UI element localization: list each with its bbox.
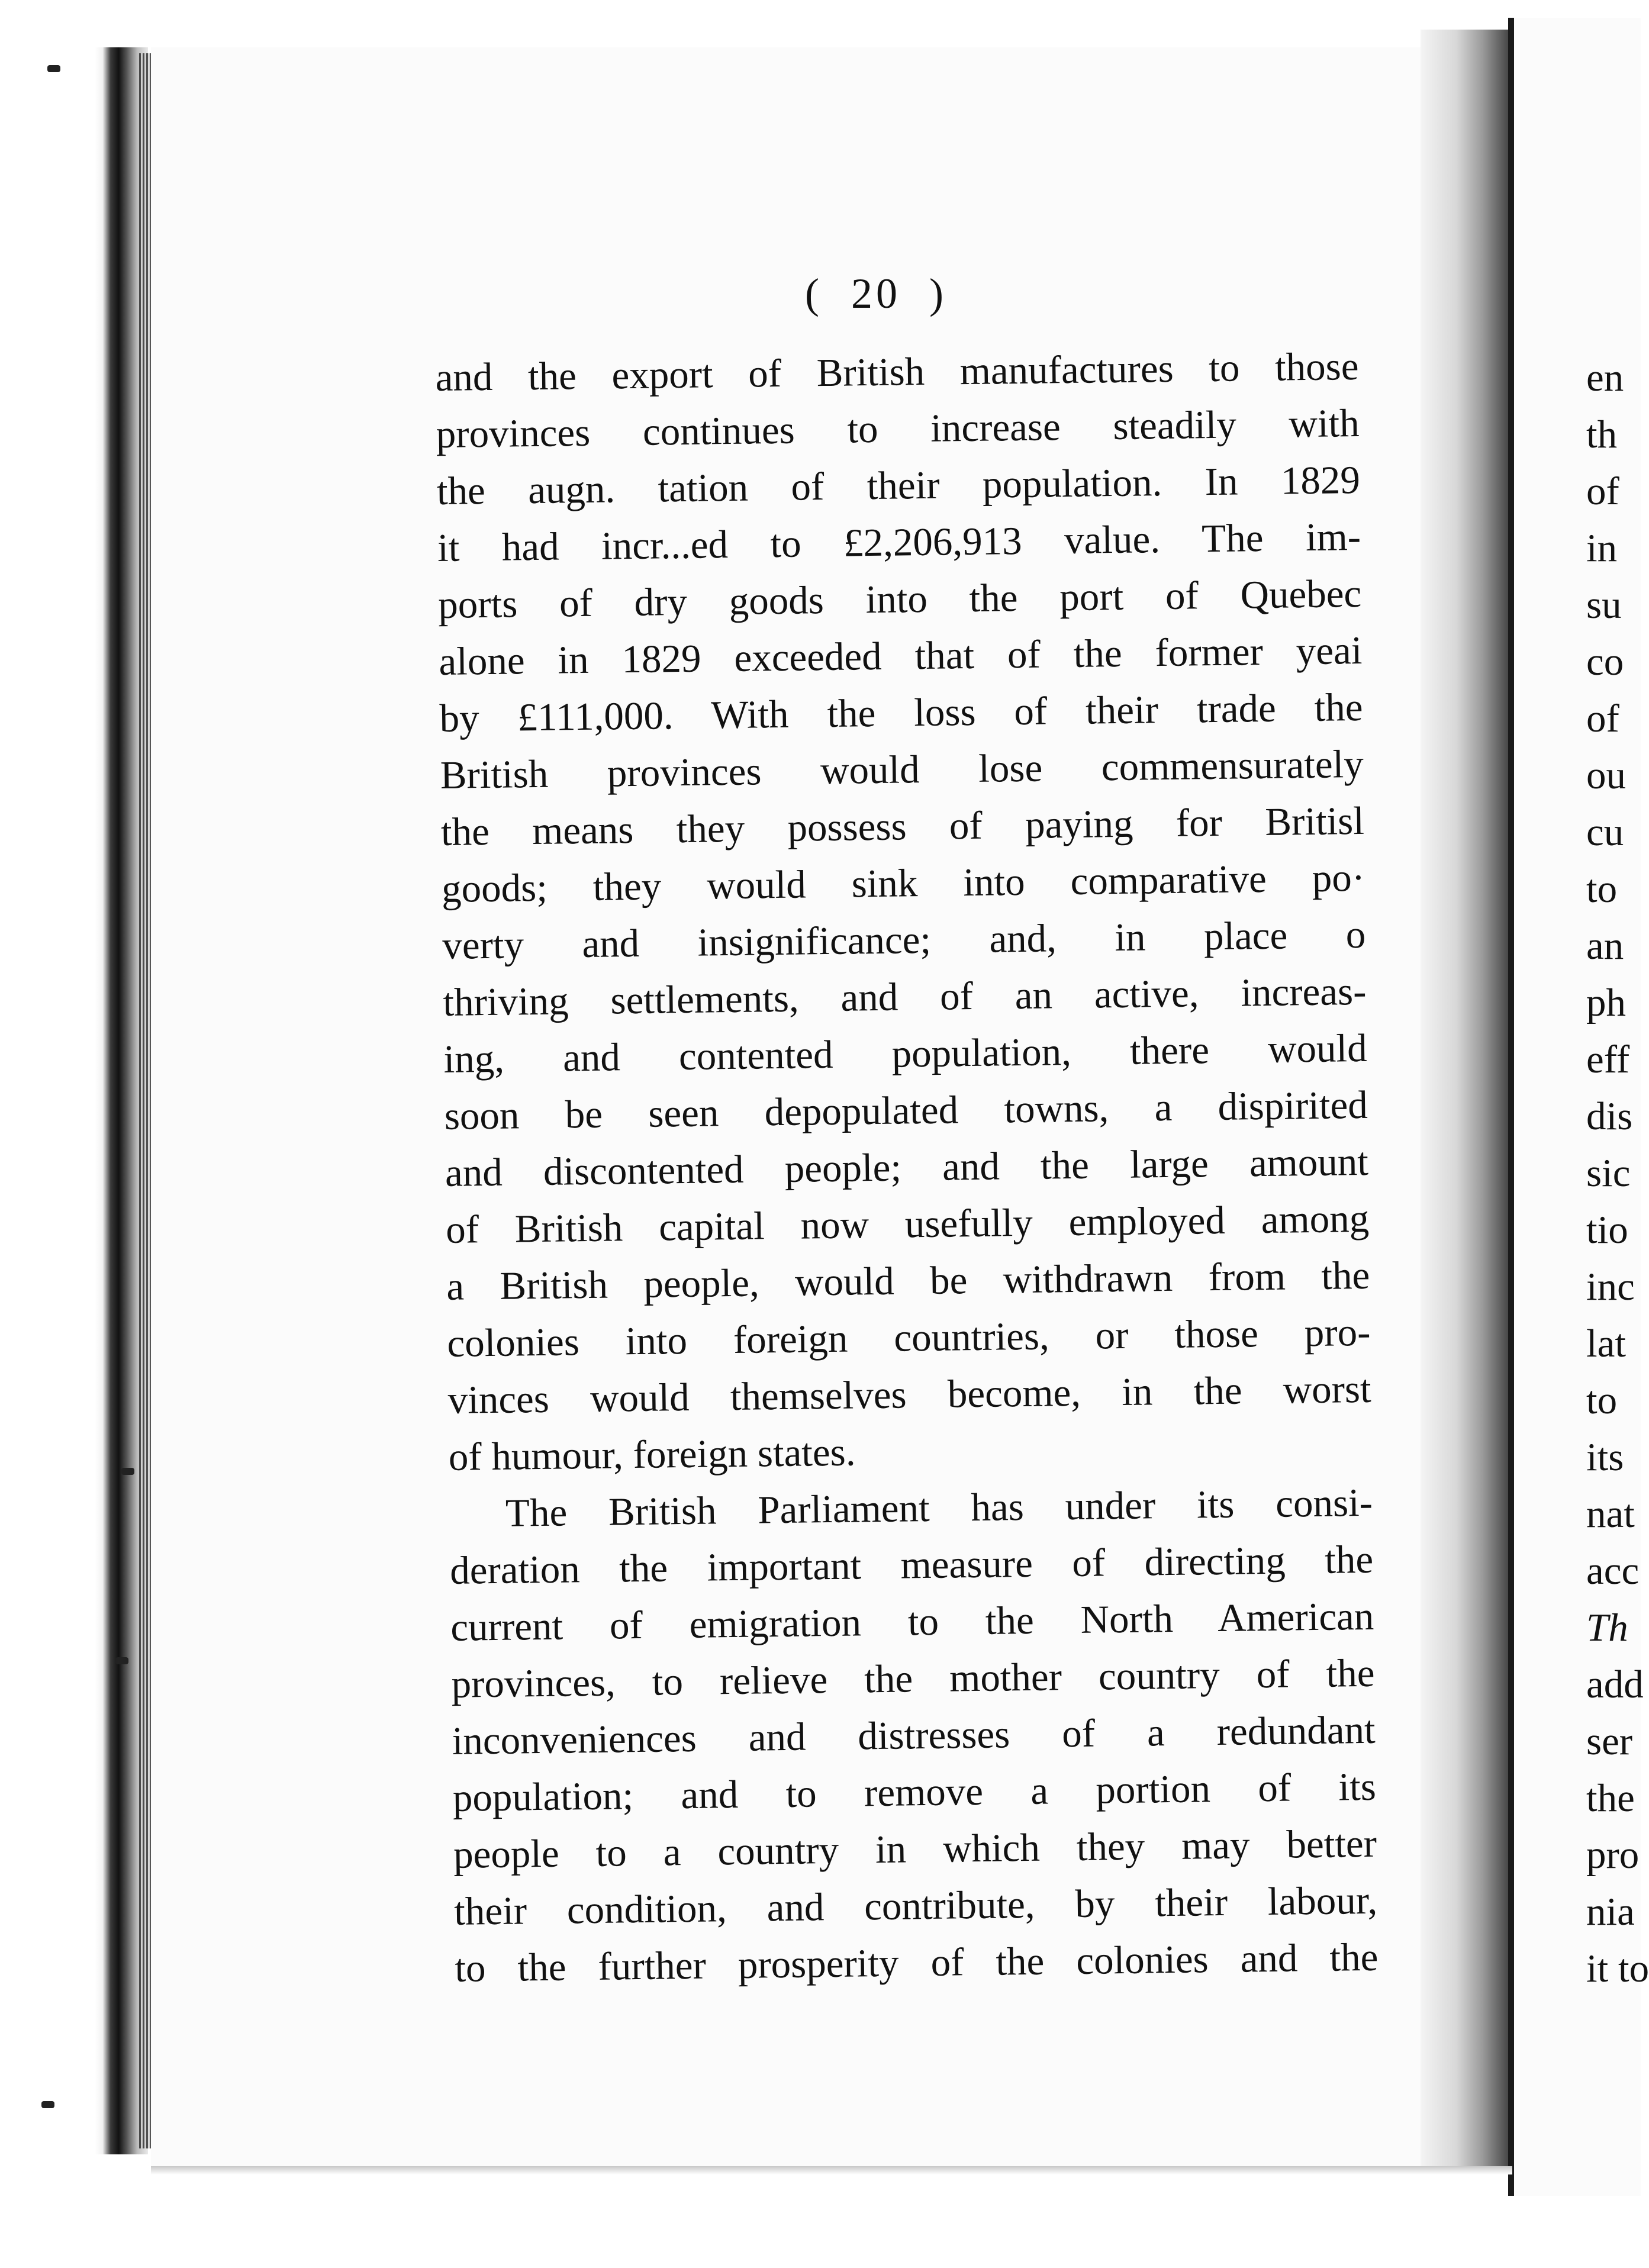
body-text <box>435 338 1379 1997</box>
facing-page-fragment: to <box>1586 1378 1618 1422</box>
text-line: thriving settlements, and of an active, increas- <box>443 969 1367 1025</box>
page-bottom-edge <box>151 2166 1512 2174</box>
margin-speck <box>47 65 60 72</box>
facing-page-fragment: tio <box>1586 1208 1628 1252</box>
facing-page-fragment: en <box>1586 356 1624 400</box>
text-line: population; and to remove a portion of its <box>452 1764 1377 1820</box>
text-line: verty and insignificance; and, in place o <box>442 912 1366 968</box>
facing-page-fragment: the <box>1586 1776 1635 1820</box>
facing-page-fragment: su <box>1586 583 1622 627</box>
text-line: vinces would themselves become, in the worst <box>447 1367 1372 1422</box>
text-line: provinces, to relieve the mother country of the <box>451 1651 1375 1706</box>
facing-page-fragment: add <box>1586 1663 1644 1706</box>
facing-page-fragment: Th <box>1586 1606 1628 1650</box>
facing-page-fragment: ou <box>1586 753 1626 797</box>
facing-page-fragment: co <box>1586 640 1624 684</box>
facing-page-fragment: acc <box>1586 1549 1640 1593</box>
text-line: the augn. tation of their population. In 1829 <box>436 458 1361 513</box>
text-line: soon be seen depopulated towns, a dispirited <box>444 1083 1368 1138</box>
text-line: and the export of British manufactures to those <box>435 344 1359 400</box>
facing-page-fragment: sic <box>1586 1151 1631 1195</box>
facing-page-fragment: nat <box>1586 1492 1635 1536</box>
text-line: to the further prosperity of the colonies and the <box>454 1935 1379 1990</box>
text-line: deration the important measure of directing the <box>449 1537 1374 1593</box>
text-line: colonies into foreign countries, or those pro- <box>447 1310 1371 1365</box>
margin-speck <box>115 1657 128 1664</box>
facing-page-fragment: ph <box>1586 981 1626 1025</box>
text-line: goods; they would sink into comparative po· <box>441 855 1365 911</box>
text-line: a British people, would be withdrawn from the <box>446 1253 1370 1309</box>
text-line: the means they possess of paying for Britisl <box>440 798 1365 854</box>
facing-page-fragment: inc <box>1586 1265 1635 1309</box>
facing-page-fragment: dis <box>1586 1094 1633 1138</box>
gutter-shadow <box>1421 30 1509 2172</box>
facing-page-fragment: in <box>1586 526 1618 570</box>
facing-page-fragment: nia <box>1586 1890 1635 1934</box>
facing-page-fragment: cu <box>1586 810 1624 854</box>
right-page-edge <box>1508 18 1514 2196</box>
facing-page-fragment: its <box>1586 1435 1624 1479</box>
facing-page-fragment: eff <box>1586 1038 1630 1081</box>
text-line: their condition, and contribute, by their labour, <box>453 1878 1378 1934</box>
text-line: people to a country in which they may better <box>453 1821 1377 1877</box>
facing-page-fragment: to <box>1586 867 1618 911</box>
text-line: of British capital now usefully employed among <box>445 1196 1370 1252</box>
margin-speck <box>41 2101 54 2108</box>
text-line: and discontented people; and the large amount <box>445 1139 1369 1195</box>
facing-page-fragment: pro <box>1586 1833 1640 1877</box>
text-line: by £111,000. With the loss of their trade the <box>439 685 1363 740</box>
text-line: inconveniences and distresses of a redundant <box>452 1708 1376 1763</box>
facing-page-fragment: it to <box>1586 1947 1649 1990</box>
facing-page-text <box>1586 349 1649 1997</box>
facing-page-fragment: lat <box>1586 1322 1626 1365</box>
margin-speck <box>121 1468 134 1475</box>
page-number: ( 20 ) <box>805 270 947 317</box>
text-line: current of emigration to the North American <box>450 1594 1374 1650</box>
text-line: The British Parliament has under its consi- <box>505 1480 1373 1535</box>
text-line: alone in 1829 exceeded that of the former yeai <box>438 628 1363 684</box>
text-line: ports of dry goods into the port of Quebec <box>437 571 1362 627</box>
text-line: it had incr...ed to £2,206,913 value. The im- <box>437 514 1361 570</box>
facing-page-fragment: of <box>1586 697 1619 740</box>
facing-page-fragment: th <box>1586 413 1618 456</box>
text-line: provinces continues to increase steadily with <box>436 401 1360 456</box>
facing-page-fragment: of <box>1586 469 1619 513</box>
facing-page-fragment: an <box>1586 924 1624 968</box>
text-line: of humour, foreign states. <box>448 1430 856 1479</box>
text-line: British provinces would lose commensurately <box>440 742 1364 797</box>
text-line: ing, and contented population, there would <box>443 1026 1367 1081</box>
facing-page-fragment: ser <box>1586 1719 1633 1763</box>
